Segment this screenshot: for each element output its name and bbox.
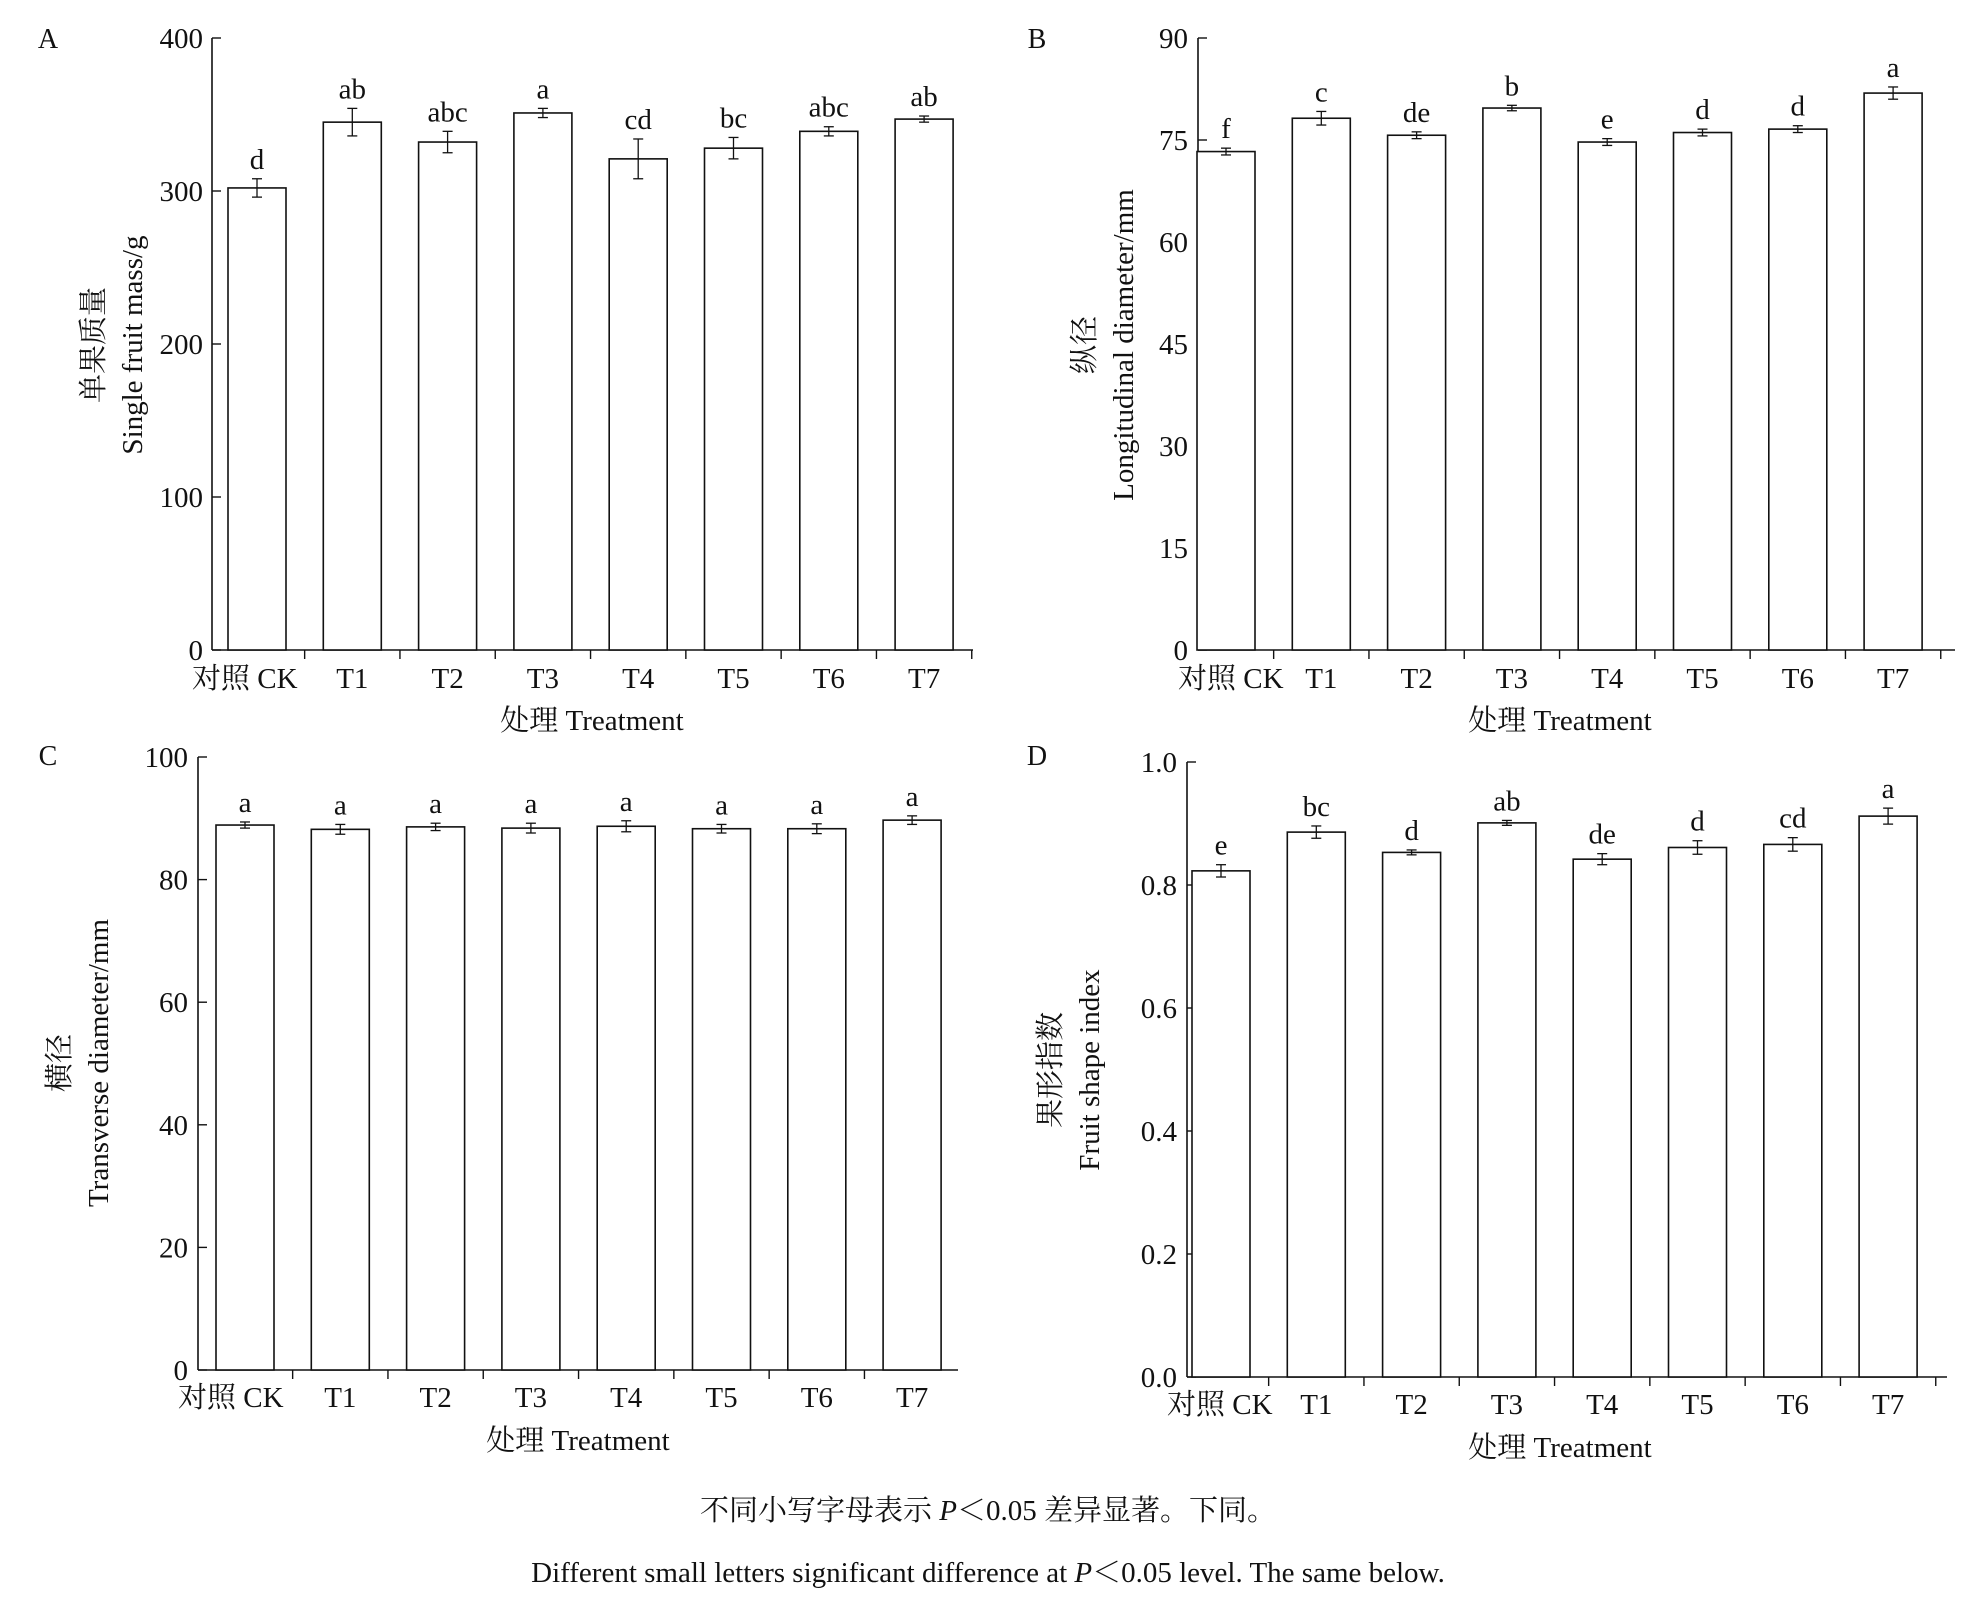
significance-letter: de xyxy=(1588,818,1616,851)
significance-letter: a xyxy=(333,789,347,822)
bar xyxy=(1383,852,1441,1377)
bar xyxy=(323,122,381,650)
bar xyxy=(597,826,655,1370)
x-axis-label: 处理 Treatment xyxy=(1468,705,1652,737)
y-axis-label-cn: 果形指数 xyxy=(1035,1011,1067,1129)
x-tick-label: T5 xyxy=(1681,1389,1714,1421)
significance-letter: ab xyxy=(1493,785,1521,818)
significance-letter: d xyxy=(1690,805,1705,838)
y-tick-label: 400 xyxy=(159,23,203,55)
x-tick-label: T4 xyxy=(1586,1389,1619,1421)
significance-letter: a xyxy=(238,786,252,819)
x-axis-label: 处理 Treatment xyxy=(1468,1432,1652,1464)
y-tick-label: 60 xyxy=(159,987,188,1020)
y-tick-label: 40 xyxy=(159,1109,188,1142)
bar xyxy=(1864,93,1922,650)
y-tick-label: 20 xyxy=(159,1232,188,1265)
significance-letter: a xyxy=(1886,51,1900,84)
y-tick-label: 0 xyxy=(1173,635,1188,667)
caption-english xyxy=(0,1550,1976,1591)
bar xyxy=(1388,135,1446,650)
panel-letter: D xyxy=(1026,741,1048,772)
bar xyxy=(1197,152,1255,650)
significance-letter: f xyxy=(1221,113,1231,146)
bar xyxy=(1192,871,1250,1377)
x-tick-label: T5 xyxy=(705,1382,738,1414)
x-tick-label: T1 xyxy=(1305,663,1338,695)
bar xyxy=(419,142,477,650)
bar xyxy=(788,829,846,1370)
significance-letter: d xyxy=(1790,90,1806,123)
x-tick-label: 对照 CK xyxy=(192,663,298,695)
x-tick-label: T2 xyxy=(431,663,464,695)
panel-letter: C xyxy=(38,741,58,772)
caption-en-suffix: ＜0.05 level. The same below. xyxy=(1092,1557,1445,1589)
bar xyxy=(705,148,763,650)
x-tick-label: T4 xyxy=(610,1382,643,1414)
bar xyxy=(1287,832,1345,1377)
x-tick-label: T6 xyxy=(800,1382,833,1414)
x-tick-label: T7 xyxy=(1876,663,1910,695)
bar xyxy=(407,827,465,1370)
x-tick-label: 对照 CK xyxy=(1178,663,1284,695)
significance-letter: a xyxy=(536,73,550,106)
panel-c xyxy=(39,741,958,1457)
bar xyxy=(1578,142,1636,650)
significance-letter: a xyxy=(1881,773,1895,806)
y-tick-label: 200 xyxy=(159,329,203,361)
x-tick-label: 对照 CK xyxy=(1167,1389,1273,1421)
significance-letter: b xyxy=(1504,70,1520,103)
y-tick-label: 0.0 xyxy=(1140,1362,1177,1394)
significance-letter: bc xyxy=(719,102,748,135)
x-tick-label: T2 xyxy=(1400,663,1433,695)
significance-letter: a xyxy=(715,789,728,822)
y-tick-label: 0.2 xyxy=(1140,1239,1177,1271)
significance-letter: e xyxy=(1600,103,1614,136)
x-tick-label: T1 xyxy=(324,1382,357,1414)
caption-en-p: P xyxy=(1074,1557,1093,1589)
y-tick-label: 300 xyxy=(159,176,203,208)
y-tick-label: 1.0 xyxy=(1140,747,1177,779)
panel-letter: B xyxy=(1027,24,1047,55)
y-tick-label: 60 xyxy=(1159,227,1188,259)
x-tick-label: T4 xyxy=(1591,663,1624,695)
x-tick-label: 对照 CK xyxy=(178,1382,284,1414)
x-tick-label: T5 xyxy=(1686,663,1719,695)
bar xyxy=(502,828,560,1370)
y-tick-label: 100 xyxy=(144,742,188,774)
significance-letter: a xyxy=(905,780,919,813)
significance-letter: a xyxy=(619,785,633,818)
bar xyxy=(1292,118,1350,650)
y-axis-label-en: Longitudinal diameter/mm xyxy=(1108,189,1140,501)
significance-letter: a xyxy=(810,788,824,821)
x-tick-label: T7 xyxy=(1871,1389,1905,1421)
y-axis-label-en: Transverse diameter/mm xyxy=(83,918,115,1208)
significance-letter: d xyxy=(1404,814,1419,847)
significance-letter: cd xyxy=(624,103,652,136)
bar xyxy=(693,829,751,1370)
y-tick-label: 45 xyxy=(1159,329,1188,361)
significance-letter: a xyxy=(429,788,443,821)
bar xyxy=(1674,133,1732,650)
y-axis-label-cn: 横径 xyxy=(44,1033,76,1093)
bar xyxy=(1859,816,1917,1377)
significance-letter: abc xyxy=(808,91,849,124)
x-tick-label: T6 xyxy=(1776,1389,1809,1421)
caption-cn-prefix: 不同小写字母表示 xyxy=(700,1495,940,1527)
panel-letter: A xyxy=(37,24,59,55)
significance-letter: ab xyxy=(338,73,366,106)
significance-letter: bc xyxy=(1302,790,1330,823)
y-tick-label: 0.8 xyxy=(1140,870,1177,902)
panel-a xyxy=(38,23,973,737)
y-axis-label-cn: 纵径 xyxy=(1069,315,1101,375)
bar xyxy=(609,159,667,650)
x-tick-label: T5 xyxy=(717,663,750,695)
significance-letter: e xyxy=(1214,829,1228,862)
y-axis-label-en: Fruit shape index xyxy=(1074,969,1106,1171)
x-tick-label: T6 xyxy=(812,663,845,695)
y-tick-label: 0 xyxy=(188,635,203,667)
caption-en-prefix: Different small letters significant difference at xyxy=(531,1557,1075,1589)
caption-cn-p: P xyxy=(939,1495,957,1527)
x-tick-label: T2 xyxy=(1395,1389,1428,1421)
y-tick-label: 15 xyxy=(1159,533,1188,565)
bar xyxy=(800,131,858,650)
significance-letter: abc xyxy=(427,96,468,129)
caption-cn-suffix: ＜0.05 差异显著。下同。 xyxy=(956,1495,1276,1527)
bar xyxy=(228,188,286,650)
significance-letter: d xyxy=(249,143,265,176)
panel-d xyxy=(1027,741,1947,1464)
bar xyxy=(1764,844,1822,1377)
x-tick-label: T3 xyxy=(1495,663,1529,695)
bar xyxy=(216,825,274,1370)
x-tick-label: T1 xyxy=(1300,1389,1333,1421)
x-axis-label: 处理 Treatment xyxy=(500,705,684,737)
x-tick-label: T2 xyxy=(419,1382,452,1414)
x-tick-label: T3 xyxy=(526,663,560,695)
bar xyxy=(1573,859,1631,1377)
significance-letter: c xyxy=(1314,76,1328,109)
y-axis-label-en: Single fruit mass/g xyxy=(117,235,149,455)
x-axis-label: 处理 Treatment xyxy=(486,1425,670,1457)
bar xyxy=(514,113,572,650)
significance-letter: a xyxy=(524,788,538,821)
y-tick-label: 90 xyxy=(1159,23,1188,55)
bar xyxy=(1483,108,1541,650)
x-tick-label: T7 xyxy=(907,663,941,695)
bar xyxy=(1669,847,1727,1377)
bar xyxy=(311,829,369,1370)
bar xyxy=(1478,823,1536,1377)
x-tick-label: T6 xyxy=(1781,663,1814,695)
y-tick-label: 0 xyxy=(173,1355,188,1387)
y-tick-label: 30 xyxy=(1159,431,1188,463)
y-tick-label: 0.6 xyxy=(1140,993,1177,1025)
y-axis-label-cn: 单果质量 xyxy=(78,286,110,404)
significance-letter: d xyxy=(1695,94,1710,127)
x-tick-label: T3 xyxy=(1490,1389,1524,1421)
y-tick-label: 75 xyxy=(1159,125,1188,157)
y-tick-label: 80 xyxy=(159,864,188,897)
y-tick-label: 100 xyxy=(159,482,203,514)
caption-chinese xyxy=(0,1488,1976,1529)
y-tick-label: 0.4 xyxy=(1140,1116,1177,1148)
bar xyxy=(1769,129,1827,650)
significance-letter: ab xyxy=(910,81,938,114)
x-tick-label: T3 xyxy=(514,1382,548,1414)
x-tick-label: T7 xyxy=(895,1382,929,1414)
x-tick-label: T4 xyxy=(622,663,655,695)
bar xyxy=(895,119,953,650)
significance-letter: cd xyxy=(1779,802,1807,835)
bar xyxy=(883,820,941,1370)
panel-b xyxy=(1028,23,1955,737)
significance-letter: de xyxy=(1402,96,1431,129)
x-tick-label: T1 xyxy=(336,663,369,695)
